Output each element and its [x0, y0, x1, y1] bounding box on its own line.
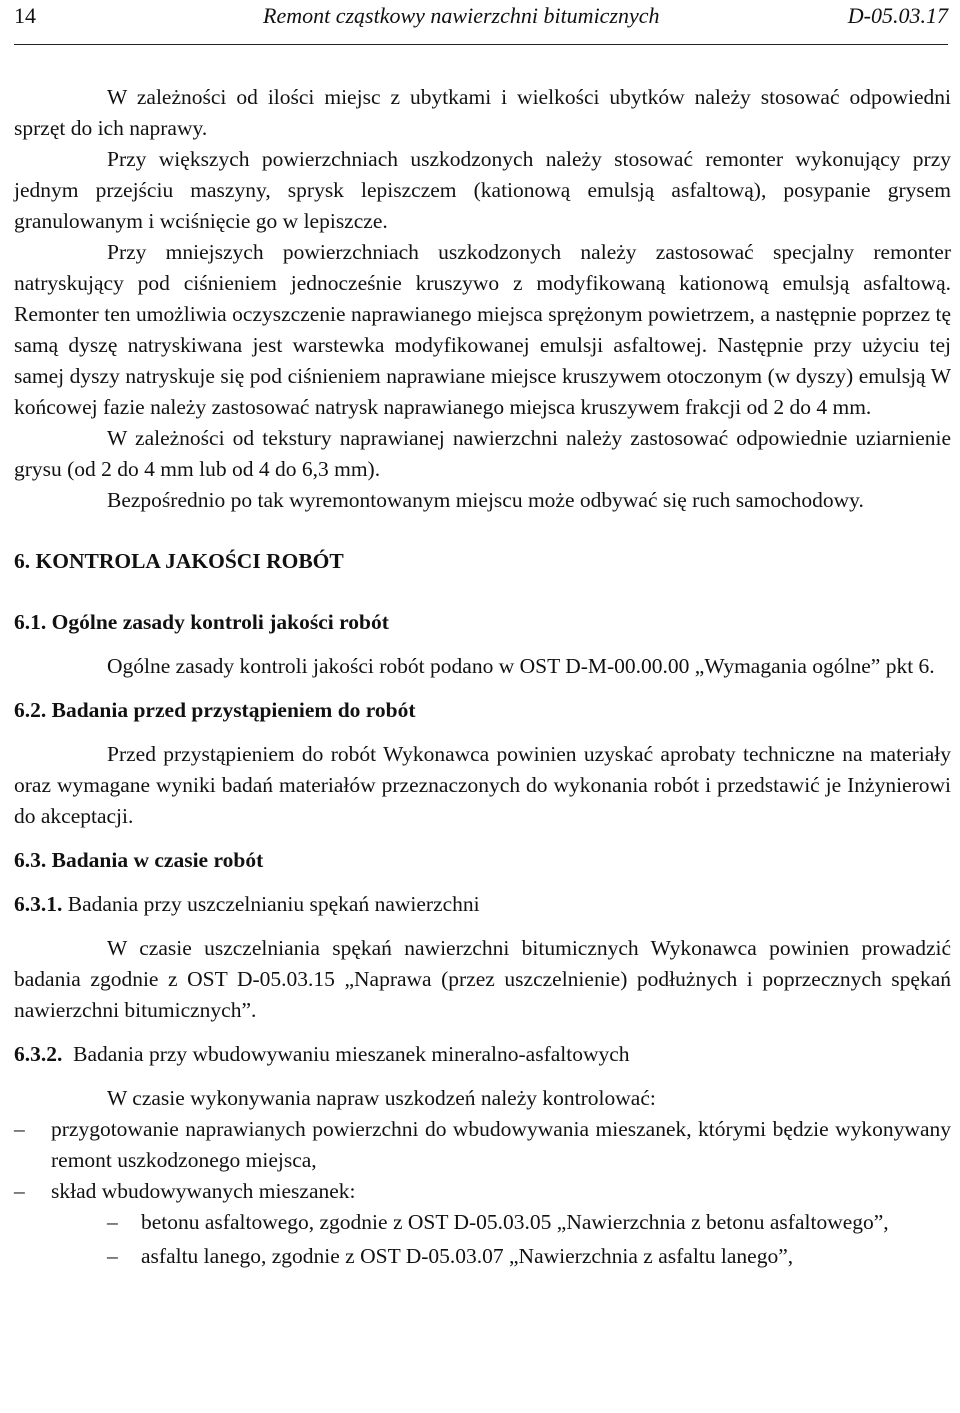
list-item: [14, 1176, 951, 1207]
sublist-item: [14, 1241, 951, 1272]
sublist-item: [14, 1207, 951, 1238]
paragraph: Ogólne zasady kontroli jakości robót podano w OST D-M-00.00.00 „Wymagania ogólne” pkt 6.: [107, 654, 935, 678]
paragraph: Przy większych powierzchniach uszkodzonych należy stosować remonter wykonujący przy jednym przejściu maszyny, sprysk lepiszczem (kationową emulsją asfaltową), posypanie grysem granulowanym i wciśnięcie go w lepiszcze.: [14, 147, 951, 233]
paragraph: Bezpośrednio po tak wyremontowanym miejscu może odbywać się ruch samochodowy.: [107, 488, 864, 512]
paragraph: W zależności od ilości miejsc z ubytkami i wielkości ubytków należy stosować odpowiedni sprzęt do ich naprawy.: [14, 85, 951, 140]
sublist-item-text: asfaltu lanego, zgodnie z OST D-05.03.07 „Nawierzchnia z asfaltu lanego”,: [141, 1244, 794, 1268]
subsubsection-number: 6.3.1.: [14, 892, 63, 916]
subsubsection-title: Badania przy wbudowywaniu mieszanek mineralno-asfaltowych: [73, 1042, 630, 1066]
sublist-item-text: betonu asfaltowego, zgodnie z OST D-05.03.05 „Nawierzchnia z betonu asfaltowego”,: [141, 1210, 889, 1234]
bullet-dash: –: [14, 1117, 25, 1141]
paragraph: W czasie wykonywania napraw uszkodzeń należy kontrolować:: [107, 1086, 656, 1110]
header-title: Remont cząstkowy nawierzchni bitumicznych: [263, 3, 660, 28]
subsection-heading: 6.2. Badania przed przystąpieniem do robót: [14, 698, 416, 722]
subsubsection-number: 6.3.2.: [14, 1042, 63, 1066]
paragraph: Przed przystąpieniem do robót Wykonawca powinien uzyskać aprobaty techniczne na materiały oraz wymagane wyniki badań materiałów przeznaczonych do wykonania robót i przedstawić je Inżynierowi do akceptacji.: [14, 742, 951, 828]
list-item: [14, 1114, 951, 1176]
page-number: 14: [14, 3, 36, 28]
section-heading: 6. KONTROLA JAKOŚCI ROBÓT: [14, 549, 344, 573]
subsubsection-title: Badania przy uszczelnianiu spękań nawierzchni: [67, 892, 480, 916]
list-item-text: przygotowanie naprawianych powierzchni do wbudowywania mieszanek, którymi będzie wykonywany remont uszkodzonego miejsca,: [51, 1117, 951, 1172]
page-body: [14, 82, 951, 1272]
bullet-dash: –: [107, 1210, 118, 1234]
paragraph: Przy mniejszych powierzchniach uszkodzonych należy zastosować specjalny remonter natryskujący pod ciśnieniem jednocześnie kruszywo z modyfikowaną kationową emulsją asfaltową. Remonter ten umożliwia oczyszczenie naprawianego miejsca sprężonym powietrzem, a następnie poprzez tę samą dyszę natryskiwana jest warstewka modyfikowanej emulsji asfaltowej. Następnie przy użyciu tej samej dyszy natryskuje się pod ciśnieniem naprawiane miejsce kruszywem otoczonym (w dyszy) emulsją W końcowej fazie należy zastosować natrysk naprawianego miejsca kruszywem frakcji od 2 do 4 mm.: [14, 240, 951, 419]
mixture-sublist: [14, 1207, 951, 1272]
subsection-heading: 6.1. Ogólne zasady kontroli jakości robót: [14, 610, 389, 634]
bullet-dash: –: [107, 1244, 118, 1268]
paragraph: W czasie uszczelniania spękań nawierzchni bitumicznych Wykonawca powinien prowadzić badania zgodnie z OST D-05.03.15 „Naprawa (przez uszczelnienie) podłużnych i poprzecznych spękań nawierzchni bitumicznych”.: [14, 936, 951, 1022]
subsubsection-heading: [14, 1039, 951, 1070]
list-item-text: skład wbudowywanych mieszanek:: [51, 1179, 356, 1203]
document-code: D-05.03.17: [847, 3, 948, 28]
check-list: [14, 1114, 951, 1207]
subsection-heading: 6.3. Badania w czasie robót: [14, 848, 264, 872]
subsubsection-heading: [14, 889, 951, 920]
paragraph: W zależności od tekstury naprawianej nawierzchni należy zastosować odpowiednie uziarnienie grysu (od 2 do 4 mm lub od 4 do 6,3 mm).: [14, 426, 951, 481]
bullet-dash: –: [14, 1179, 25, 1203]
page-header: [14, 0, 948, 45]
